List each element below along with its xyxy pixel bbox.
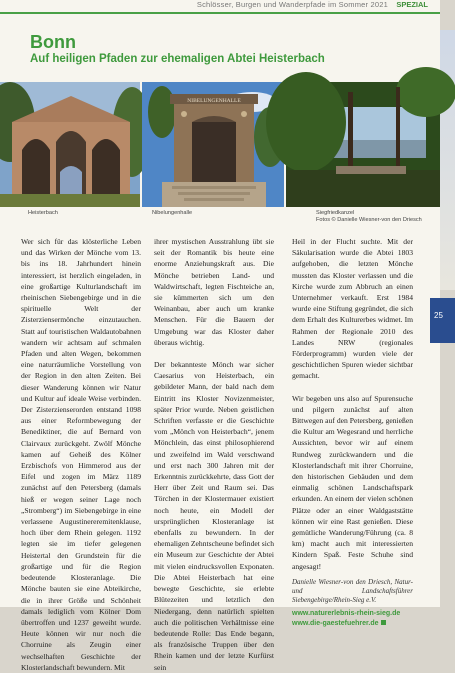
header-section-tag: SPEZIAL (396, 0, 428, 9)
nibelungenhalle-inscription: NIBELUNGENHALLE (187, 98, 241, 104)
text-column-3 (292, 236, 413, 629)
end-mark-icon (381, 620, 386, 625)
page-header (0, 0, 440, 14)
article-subtitle: Auf heiligen Pfaden zur ehemaligen Abtei Heisterbach (30, 53, 325, 65)
paragraph: Heil in der Flucht suchte. Mit der Säkularisation wurde die Abtei 1803 aufgehoben, die letzten Mönche mussten das Kloster verlassen und die Kirche wurde zum Abbruch an einen Unternehmer verkauft. Erst 1984 wurde eine Stiftung gegründet, die sich dem Erhalt des Kulturerbes widmet. Im Rahmen der Regionale 2010 des Landes NRW (regionales Förderprogramm) wurden viele der geschichtlichen Spuren wieder sichtbar gemacht. (292, 237, 413, 381)
adjacent-page-edge (438, 30, 455, 290)
text-column-1 (21, 236, 141, 673)
paragraph: ihrer mystischen Ausstrahlung übt sie seit der Romantik bis heute eine enorme Anziehungskraft aus. Die Mönche betrieben Land- und Waldwirtschaft, legten Fischteiche an, sie kümmerten sich um den Weinanbau, aber auch um kranke Menschen. Für die Bauern der Umgebung war das Kloster daher überaus wichtig. (154, 237, 274, 347)
page-number-tab (430, 298, 455, 343)
paragraph: Wir begeben uns also auf Spurensuche und pilgern zunächst auf alten Bittwegen auf den Petersberg, genießen die Kultur am Wegesrand und herrliche Aussichten, bevor wir auf einem Rundweg zurückwandern und die Klosterlandschaft mit ihrer Chorruine, den historischen Gebäuden und dem einmalig schönen Landschaftspark erkunden. An einem der vielen schönen Plätze oder an einer Waldgaststätte können wir eine Rast genießen. Diese gemütliche Wanderung/Führung (ca. 8 km) macht auch mit interessierten Kindern Spaß. Feste Schuhe sind angesagt! (292, 393, 413, 571)
page-number: 25 (434, 311, 443, 320)
link-gaestefuehrer-row (292, 619, 413, 629)
author-credit: Danielle Wiesner-von den Driesch, Natur- und Landschaftsführer Siebengebirge/Rhein-Sieg e.V. (292, 577, 413, 604)
link-gaestefuehrer[interactable]: www.die-gaestefuehrer.de (292, 619, 379, 627)
photo-siegfriedkanzel (286, 82, 440, 207)
photo-heisterbach (0, 82, 140, 207)
text-column-2 (154, 236, 274, 673)
link-naturerlebnis[interactable]: www.naturerlebnis-rhein-sieg.de (292, 609, 401, 617)
article-title: Bonn (30, 32, 76, 52)
photo-credit: Fotos © Danielle Wiesner-von den Driesch (316, 217, 422, 223)
caption-siegfriedkanzel: Siegfriedkanzel (316, 210, 355, 216)
header-running-title: Schlösser, Burgen und Wanderpfade im Sommer 2021 (196, 0, 388, 9)
caption-heisterbach: Heisterbach (28, 210, 58, 216)
paragraph: Wer sich für das klösterliche Leben und das Wirken der Mönche vom 13. bis ins 18. Jahrhundert hinein interessiert, ist herzlich eingeladen, in eine großartige Kulturlandschaft im rheinischen Siebengebirge und in die spirituelle Welt der Zisterziensermönche einzutauchen. Statt auf touristischen Waldautobahnen wandern wir achtsam auf schmalen Pfaden und alten Wegen, bekommen eine naturräumliche Vorstellung von der Region in den alten Zeiten. Bei dieser Wanderung können wir Natur und Kultur auf ideale Weise verbinden. Der Zisterzienserorden entstand 1098 aus einer Reformbewegung der Benediktiner, die auf Bernard von Clairvaux zurückgeht. Zwölf Mönche kamen auf Geheiß des Kölner Erzbischofs von Himmerod aus der Eifel und zogen im März 1189 zunächst auf den Petersberg (damals hieß er wegen seiner Lage noch „Stromberg“) im Siebengebirge in eine verlassene Augustinereremitenklause, hoch über dem Rhein gelegen. 1192 legten sie im tiefer gelegenen Heistertal den Grundstein für die großartige und für die Region bedeutende Klosteranlage. Die Mönche bauten sie eine Abteikirche, die in ihrer Größe und Schönheit damals lediglich vom Kölner Dom übertroffen und 1237 geweiht wurde. Heute können wir nur noch die Chorruine als Zeugin einer wechselhaften Geschichte der Klosterlandschaft bewundern. Mit (21, 237, 141, 672)
header-rule (0, 12, 440, 14)
caption-nibelungenhalle: Nibelungenhalle (152, 210, 193, 216)
paragraph: Der bekannteste Mönch war sicher Caesarius von Heisterbach, ein gebildeter Mann, der bald nach dem Eintritt ins Kloster Novizenmeister, später Prior wurde. Neben geistlichen Schriften verfasste er die Geschichte vom „Mönch von Heisterbach“, jenem Mönchlein, das einst philosophierend und zweifelnd im Wald verschwand und erst nach 300 Jahren mit der Erkenntnis zurückkehrte, dass Gott der Herr über Zeit und Raum sei. Das Törchen in der Klostermauer existiert noch heute, ein Modell der ursprünglichen Klosteranlage ist ebenfalls zu bewundern. In der ehemaligen Zehntscheune befindet sich ein Museum zur Geschichte der Abtei mit vielen eindrucksvollen Exponaten. Die Abtei Heisterbach hat eine bewegte Geschichte, sie erlebte Blütezeiten und letztlich den Niedergang, denn natürlich spielten auch die politischen Verhältnisse eine bedeutende Rolle: Das Ende begann, als französische Truppen über den Rhein kamen und der letzte Kurfürst sein (154, 360, 274, 672)
photo-nibelungenhalle (142, 82, 284, 207)
